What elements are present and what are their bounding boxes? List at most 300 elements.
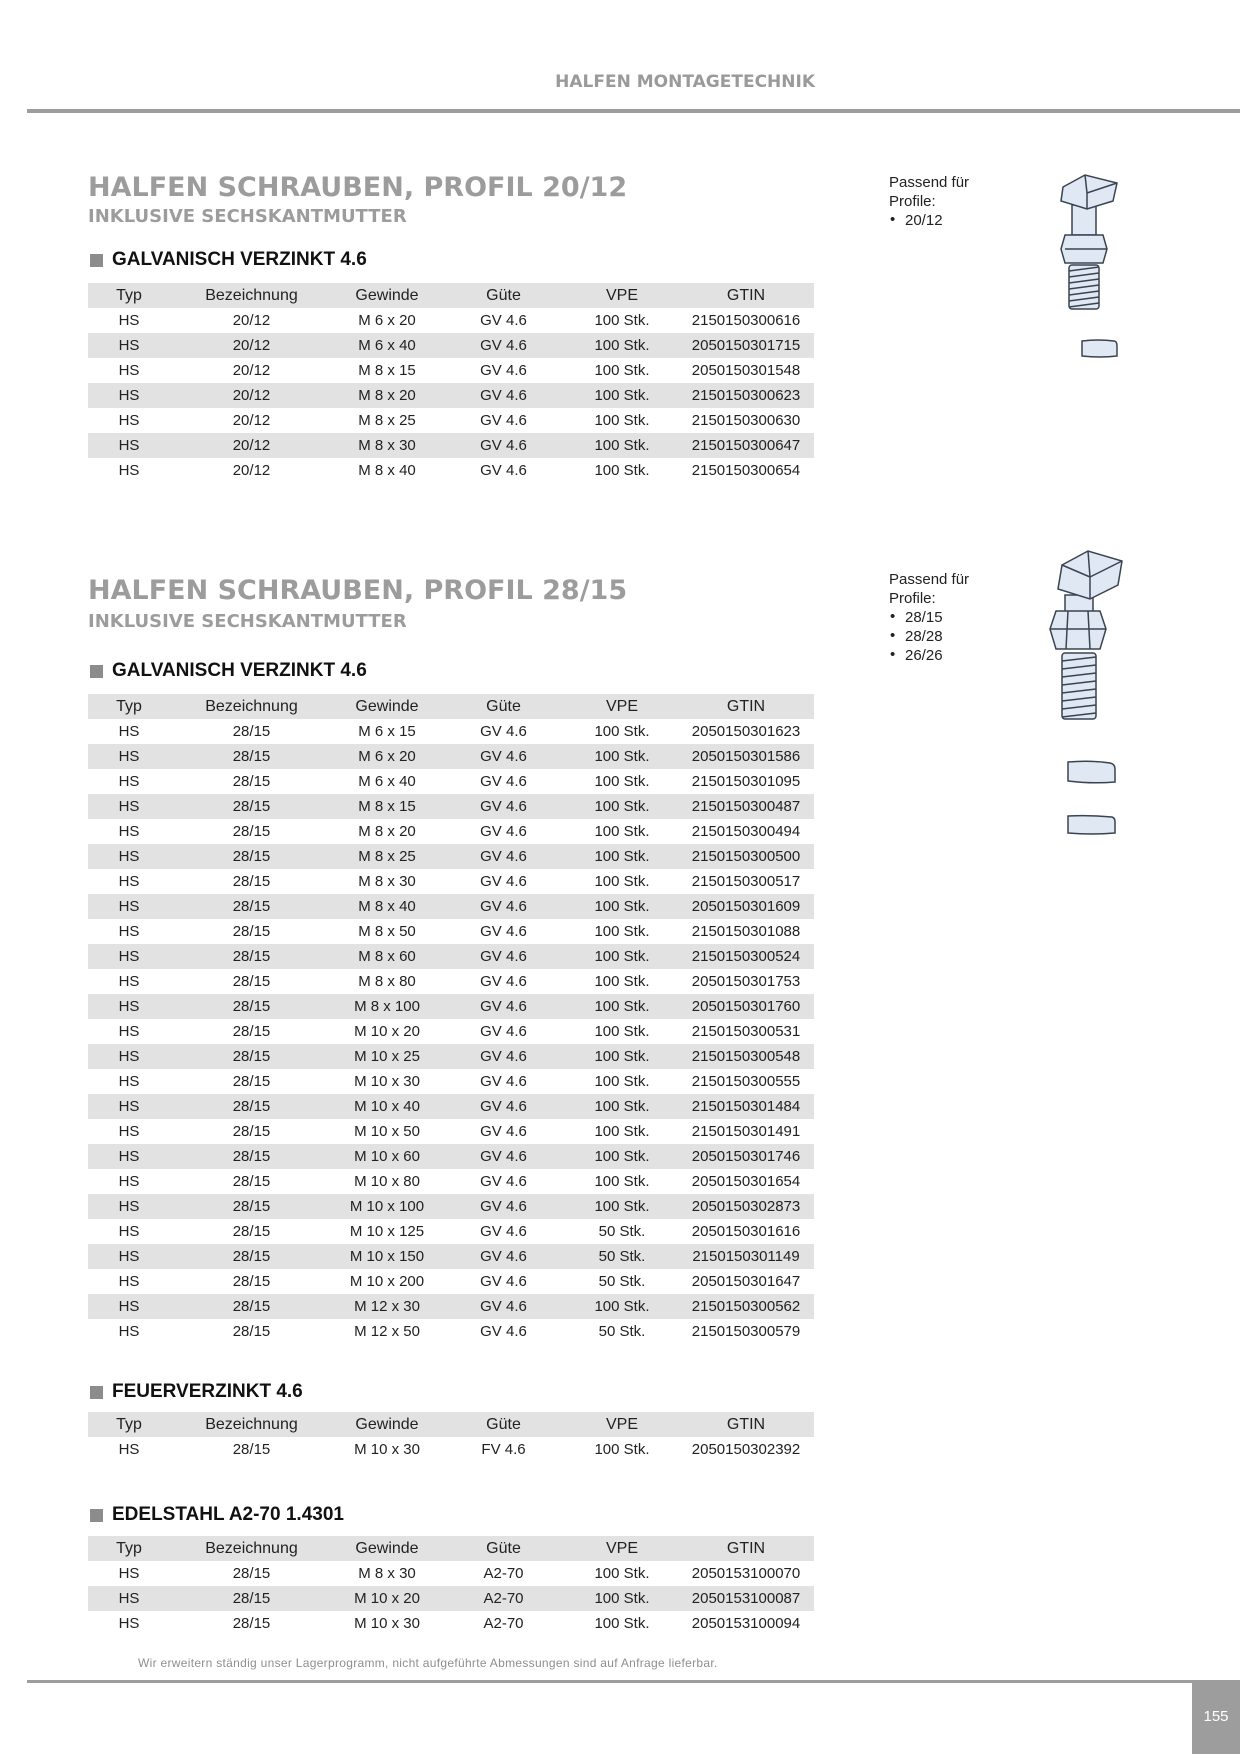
table-row — [88, 408, 814, 433]
table-cell: 2050150302873 — [678, 1194, 814, 1219]
section2-galv-heading-text: GALVANISCH VERZINKT 4.6 — [112, 660, 367, 681]
section2-feuer-heading-text: FEUERVERZINKT 4.6 — [112, 1381, 303, 1402]
table-cell: 100 Stk. — [566, 844, 678, 869]
table-cell: HS — [118, 1565, 140, 1582]
table-cell: GV 4.6 — [441, 383, 566, 408]
table-cell: 20/12 — [232, 462, 271, 479]
table-row — [88, 1319, 814, 1344]
table-cell: 2150150301491 — [691, 1123, 801, 1140]
column-header: Güte — [441, 1412, 566, 1437]
table-row — [88, 1144, 814, 1169]
table-cell: 28/15 — [232, 1565, 271, 1582]
table-cell: HS — [118, 873, 140, 890]
square-bullet-icon — [90, 1509, 103, 1522]
table-cell: 2150150300524 — [678, 944, 814, 969]
column-header: Typ — [88, 1412, 170, 1437]
table-cell: M 12 x 30 — [333, 1294, 441, 1319]
table-cell: 28/15 — [232, 1173, 271, 1190]
table-cell: 28/15 — [232, 873, 271, 890]
table-cell: 20/12 — [232, 362, 271, 379]
table-cell: GV 4.6 — [480, 773, 527, 790]
table-cell: HS — [88, 1094, 170, 1119]
table-cell: M 6 x 40 — [333, 333, 441, 358]
table-cell: 2150150301088 — [691, 923, 801, 940]
section2-fits-list — [889, 608, 989, 665]
table-cell: 2150150300647 — [678, 433, 814, 458]
square-bullet-icon — [90, 665, 103, 678]
table-row — [88, 1611, 814, 1636]
table-cell: M 8 x 30 — [333, 433, 441, 458]
channel-20-12-icon — [1080, 338, 1120, 360]
table-cell: GV 4.6 — [480, 1023, 527, 1040]
table-cell: 2050150302392 — [691, 1441, 801, 1458]
table-row — [88, 794, 814, 819]
table-cell: 2050150301760 — [678, 994, 814, 1019]
table-cell: 2150150300487 — [678, 794, 814, 819]
footer-rule — [27, 1680, 1192, 1683]
table-cell: 28/15 — [170, 794, 333, 819]
table-cell: 20/12 — [170, 433, 333, 458]
table-cell: M 12 x 50 — [354, 1323, 420, 1340]
table-header-row — [88, 694, 814, 719]
table-cell: HS — [118, 462, 140, 479]
table-cell: 2050150301586 — [678, 744, 814, 769]
table-cell: M 10 x 30 — [354, 1441, 420, 1458]
table-cell: 2050150301548 — [691, 362, 801, 379]
table-cell: GV 4.6 — [480, 1323, 527, 1340]
table-cell: HS — [118, 1323, 140, 1340]
column-header: Gewinde — [333, 1536, 441, 1561]
column-header: VPE — [566, 1412, 678, 1437]
table-row — [88, 994, 814, 1019]
table-cell: GV 4.6 — [441, 1094, 566, 1119]
table-cell: 2150150301095 — [691, 773, 801, 790]
page-header-title: HALFEN MONTAGETECHNIK — [555, 72, 815, 92]
table-cell: 28/15 — [170, 994, 333, 1019]
table-cell: 100 Stk. — [566, 1144, 678, 1169]
table-cell: 2050150301654 — [691, 1173, 801, 1190]
table-cell: HS — [118, 1273, 140, 1290]
table-cell: 2050153100070 — [691, 1565, 801, 1582]
table-cell: M 10 x 25 — [333, 1044, 441, 1069]
table-cell: 100 Stk. — [594, 1073, 650, 1090]
column-header: Bezeichnung — [170, 694, 333, 719]
table-cell: 2050150301623 — [691, 723, 801, 740]
table-cell: 28/15 — [232, 823, 271, 840]
table-cell: 20/12 — [232, 412, 271, 429]
fits-profile-item: • 26/26 — [889, 646, 989, 665]
column-header: Typ — [88, 1536, 170, 1561]
table-cell: 28/15 — [232, 1615, 271, 1632]
table-cell: 100 Stk. — [566, 333, 678, 358]
table-cell: M 6 x 20 — [358, 312, 416, 329]
column-header: Bezeichnung — [170, 1536, 333, 1561]
bolt-20-12-image — [1025, 165, 1135, 315]
table-cell: M 8 x 30 — [358, 1565, 416, 1582]
table-cell: HS — [88, 1294, 170, 1319]
section1-galv-table — [88, 283, 814, 483]
table-cell: M 10 x 200 — [349, 1273, 425, 1290]
table-cell: HS — [118, 973, 140, 990]
column-header: Güte — [441, 283, 566, 308]
column-header: Typ — [88, 283, 170, 308]
table-cell: 2050153100094 — [691, 1615, 801, 1632]
table-cell: M 10 x 150 — [333, 1244, 441, 1269]
table-row — [88, 1561, 814, 1586]
table-cell: 100 Stk. — [594, 823, 650, 840]
table-cell: 2150150300494 — [691, 823, 801, 840]
column-header: VPE — [566, 1536, 678, 1561]
table-cell: HS — [118, 923, 140, 940]
table-row — [88, 1094, 814, 1119]
table-cell: GV 4.6 — [480, 973, 527, 990]
table-cell: GV 4.6 — [441, 894, 566, 919]
table-cell: 100 Stk. — [566, 1094, 678, 1119]
table-row — [88, 358, 814, 383]
table-cell: M 8 x 40 — [358, 462, 416, 479]
section1-fits-list — [889, 211, 989, 230]
table-row — [88, 869, 814, 894]
table-cell: 28/15 — [232, 1323, 271, 1340]
table-cell: M 10 x 30 — [354, 1073, 420, 1090]
section2-subtitle: INKLUSIVE SECHSKANTMUTTER — [88, 611, 407, 632]
footnote: Wir erweitern ständig unser Lagerprogramm, nicht aufgeführte Abmessungen sind auf Anfrage lieferbar. — [138, 1656, 718, 1670]
table-cell: 2150150300630 — [691, 412, 801, 429]
table-row — [88, 769, 814, 794]
table-cell: GV 4.6 — [480, 1073, 527, 1090]
table-row — [88, 1169, 814, 1194]
table-row — [88, 1244, 814, 1269]
table-header-row — [88, 1536, 814, 1561]
section2-feuer-heading — [90, 1381, 303, 1403]
table-cell: 28/15 — [170, 944, 333, 969]
table-cell: 100 Stk. — [566, 894, 678, 919]
section2-title: HALFEN SCHRAUBEN, PROFIL 28/15 — [88, 575, 628, 606]
square-bullet-icon — [90, 1386, 103, 1399]
table-cell: HS — [88, 1194, 170, 1219]
table-cell: 2150150300517 — [691, 873, 801, 890]
table-cell: M 10 x 30 — [354, 1615, 420, 1632]
column-header: GTIN — [678, 694, 814, 719]
table-row — [88, 383, 814, 408]
page-number: 155 — [1192, 1680, 1240, 1754]
table-row — [88, 844, 814, 869]
column-header: GTIN — [678, 1536, 814, 1561]
table-cell: GV 4.6 — [480, 1273, 527, 1290]
table-cell: 50 Stk. — [598, 1223, 646, 1240]
table-cell: HS — [88, 383, 170, 408]
table-cell: 2150150301484 — [678, 1094, 814, 1119]
table-cell: 2050150301609 — [678, 894, 814, 919]
table-cell: M 6 x 20 — [333, 744, 441, 769]
column-header: VPE — [566, 283, 678, 308]
table-cell: HS — [118, 1223, 140, 1240]
table-cell: 100 Stk. — [594, 1565, 650, 1582]
table-cell: GV 4.6 — [441, 794, 566, 819]
column-header: Bezeichnung — [170, 283, 333, 308]
table-cell: HS — [118, 1073, 140, 1090]
table-cell: 2050150301753 — [691, 973, 801, 990]
table-row — [88, 1044, 814, 1069]
table-cell: 28/15 — [232, 723, 271, 740]
table-cell: 100 Stk. — [566, 1586, 678, 1611]
section2-edel-heading — [90, 1504, 344, 1526]
table-cell: A2-70 — [441, 1586, 566, 1611]
section1-galv-heading — [90, 249, 367, 271]
table-cell: 100 Stk. — [566, 1044, 678, 1069]
table-cell: GV 4.6 — [480, 873, 527, 890]
table-cell: 100 Stk. — [594, 412, 650, 429]
table-cell: 100 Stk. — [566, 744, 678, 769]
table-cell: HS — [118, 1615, 140, 1632]
table-cell: GV 4.6 — [480, 1123, 527, 1140]
table-cell: GV 4.6 — [441, 1244, 566, 1269]
table-row — [88, 333, 814, 358]
table-cell: M 8 x 60 — [333, 944, 441, 969]
table-cell: M 10 x 60 — [333, 1144, 441, 1169]
table-cell: HS — [88, 944, 170, 969]
table-cell: HS — [88, 744, 170, 769]
table-cell: 28/15 — [170, 1294, 333, 1319]
column-header: GTIN — [678, 1412, 814, 1437]
table-cell: 100 Stk. — [594, 1123, 650, 1140]
table-cell: 100 Stk. — [594, 773, 650, 790]
table-cell: GV 4.6 — [441, 744, 566, 769]
table-cell: HS — [88, 994, 170, 1019]
table-cell: 100 Stk. — [594, 362, 650, 379]
section1-fits — [889, 173, 989, 230]
table-cell: M 8 x 25 — [333, 844, 441, 869]
table-row — [88, 458, 814, 483]
table-cell: 28/15 — [232, 1123, 271, 1140]
table-cell: 100 Stk. — [594, 1615, 650, 1632]
table-cell: FV 4.6 — [481, 1441, 526, 1458]
table-cell: GV 4.6 — [480, 823, 527, 840]
table-cell: 2150150300579 — [691, 1323, 801, 1340]
table-cell: 100 Stk. — [594, 723, 650, 740]
table-cell: M 10 x 20 — [333, 1586, 441, 1611]
table-cell: HS — [88, 794, 170, 819]
table-cell: 2150150300616 — [691, 312, 801, 329]
table-row — [88, 1437, 814, 1462]
table-cell: GV 4.6 — [480, 723, 527, 740]
table-row — [88, 1586, 814, 1611]
table-row — [88, 819, 814, 844]
table-cell: 100 Stk. — [594, 462, 650, 479]
table-cell: 28/15 — [232, 1073, 271, 1090]
table-cell: 100 Stk. — [594, 1023, 650, 1040]
table-header-row — [88, 283, 814, 308]
table-cell: HS — [118, 412, 140, 429]
table-cell: A2-70 — [483, 1615, 524, 1632]
table-row — [88, 1294, 814, 1319]
table-cell: HS — [88, 844, 170, 869]
table-cell: M 8 x 25 — [358, 412, 416, 429]
table-cell: 2050150301715 — [678, 333, 814, 358]
table-row — [88, 944, 814, 969]
table-cell: 28/15 — [170, 744, 333, 769]
table-row — [88, 308, 814, 333]
table-row — [88, 1119, 814, 1144]
table-cell: 100 Stk. — [594, 923, 650, 940]
section2-galv-table — [88, 694, 814, 1344]
table-cell: GV 4.6 — [480, 1173, 527, 1190]
table-row — [88, 919, 814, 944]
table-cell: 2150150300562 — [678, 1294, 814, 1319]
table-cell: 2050150301616 — [691, 1223, 801, 1240]
table-cell: M 10 x 125 — [349, 1223, 425, 1240]
table-cell: M 8 x 50 — [358, 923, 416, 940]
fits-profile-item: • 20/12 — [889, 211, 989, 230]
table-cell: HS — [88, 1244, 170, 1269]
table-cell: 28/15 — [232, 973, 271, 990]
table-cell: 28/15 — [170, 844, 333, 869]
table-cell: 28/15 — [232, 1023, 271, 1040]
table-cell: 2050153100087 — [678, 1586, 814, 1611]
table-cell: 2150150300548 — [678, 1044, 814, 1069]
table-cell: 28/15 — [232, 773, 271, 790]
column-header: Gewinde — [333, 283, 441, 308]
table-cell: 28/15 — [232, 923, 271, 940]
table-cell: 2150150300555 — [691, 1073, 801, 1090]
table-cell: HS — [118, 1173, 140, 1190]
table-cell: 100 Stk. — [566, 794, 678, 819]
table-cell: M 10 x 40 — [333, 1094, 441, 1119]
section2-edel-heading-text: EDELSTAHL A2-70 1.4301 — [112, 1504, 344, 1525]
table-cell: GV 4.6 — [480, 362, 527, 379]
table-cell: HS — [88, 1044, 170, 1069]
table-cell: 28/15 — [170, 1244, 333, 1269]
table-row — [88, 1194, 814, 1219]
table-cell: HS — [118, 773, 140, 790]
table-cell: HS — [118, 362, 140, 379]
table-cell: 100 Stk. — [594, 312, 650, 329]
table-cell: A2-70 — [483, 1565, 524, 1582]
table-cell: 2150150300623 — [678, 383, 814, 408]
table-cell: 2150150301149 — [678, 1244, 814, 1269]
table-cell: 28/15 — [232, 1441, 271, 1458]
fits-profile-item: • 28/28 — [889, 627, 989, 646]
fits-profile-item: • 28/15 — [889, 608, 989, 627]
table-cell: 100 Stk. — [566, 994, 678, 1019]
table-cell: GV 4.6 — [441, 994, 566, 1019]
table-cell: HS — [118, 723, 140, 740]
table-cell: HS — [118, 312, 140, 329]
table-cell: 2150150300531 — [691, 1023, 801, 1040]
table-cell: GV 4.6 — [441, 1044, 566, 1069]
table-cell: 28/15 — [170, 1194, 333, 1219]
table-cell: GV 4.6 — [480, 462, 527, 479]
column-header: GTIN — [678, 283, 814, 308]
table-cell: 50 Stk. — [566, 1244, 678, 1269]
column-header: Güte — [441, 1536, 566, 1561]
table-row — [88, 894, 814, 919]
table-cell: 100 Stk. — [566, 944, 678, 969]
column-header: Bezeichnung — [170, 1412, 333, 1437]
table-cell: HS — [88, 1144, 170, 1169]
table-cell: GV 4.6 — [441, 1194, 566, 1219]
table-cell: 100 Stk. — [566, 1194, 678, 1219]
table-cell: HS — [118, 1123, 140, 1140]
section1-subtitle: INKLUSIVE SECHSKANTMUTTER — [88, 206, 407, 227]
table-cell: 50 Stk. — [598, 1273, 646, 1290]
section2-fits — [889, 570, 989, 665]
column-header: Gewinde — [333, 1412, 441, 1437]
table-cell: 2150150300654 — [691, 462, 801, 479]
table-row — [88, 969, 814, 994]
table-row — [88, 1019, 814, 1044]
table-cell: 100 Stk. — [594, 873, 650, 890]
table-cell: 2050150301647 — [691, 1273, 801, 1290]
table-cell: M 10 x 100 — [333, 1194, 441, 1219]
table-cell: M 8 x 40 — [333, 894, 441, 919]
section2-galv-heading — [90, 660, 367, 682]
table-cell: M 8 x 30 — [358, 873, 416, 890]
table-cell: M 8 x 100 — [333, 994, 441, 1019]
table-cell: GV 4.6 — [480, 412, 527, 429]
table-cell: M 8 x 15 — [333, 794, 441, 819]
table-cell: M 10 x 50 — [354, 1123, 420, 1140]
table-header-row — [88, 1412, 814, 1437]
table-cell: GV 4.6 — [441, 1144, 566, 1169]
header-rule — [27, 109, 1240, 113]
channel-28-15-icon — [1066, 758, 1118, 786]
table-cell: 28/15 — [232, 1273, 271, 1290]
table-row — [88, 744, 814, 769]
square-bullet-icon — [90, 254, 103, 267]
table-cell: M 8 x 15 — [358, 362, 416, 379]
table-cell: 50 Stk. — [598, 1323, 646, 1340]
fits-label: Passend für Profile: — [889, 571, 970, 607]
fits-label: Passend für Profile: — [889, 174, 970, 210]
table-cell: 28/15 — [170, 1044, 333, 1069]
column-header: Typ — [88, 694, 170, 719]
table-cell: GV 4.6 — [441, 944, 566, 969]
section2-feuer-table — [88, 1412, 814, 1462]
section2-edel-table — [88, 1536, 814, 1636]
table-cell: HS — [118, 1023, 140, 1040]
table-cell: HS — [88, 333, 170, 358]
table-cell: M 8 x 20 — [333, 383, 441, 408]
table-row — [88, 719, 814, 744]
table-cell: HS — [88, 1586, 170, 1611]
table-cell: 2050150301746 — [678, 1144, 814, 1169]
table-cell: 28/15 — [170, 894, 333, 919]
table-cell: 20/12 — [232, 312, 271, 329]
table-cell: 28/15 — [232, 1223, 271, 1240]
table-cell: M 6 x 40 — [358, 773, 416, 790]
table-cell: 28/15 — [170, 1144, 333, 1169]
table-cell: M 10 x 80 — [354, 1173, 420, 1190]
column-header: Güte — [441, 694, 566, 719]
table-cell: 100 Stk. — [566, 1294, 678, 1319]
section1-galv-heading-text: GALVANISCH VERZINKT 4.6 — [112, 249, 367, 270]
table-row — [88, 433, 814, 458]
table-cell: M 6 x 15 — [358, 723, 416, 740]
table-row — [88, 1219, 814, 1244]
table-cell: HS — [118, 1441, 140, 1458]
section1-title: HALFEN SCHRAUBEN, PROFIL 20/12 — [88, 172, 628, 203]
table-cell: 20/12 — [170, 383, 333, 408]
table-row — [88, 1269, 814, 1294]
column-header: VPE — [566, 694, 678, 719]
table-cell: HS — [118, 823, 140, 840]
table-cell: GV 4.6 — [480, 923, 527, 940]
table-cell: 28/15 — [170, 1094, 333, 1119]
table-cell: HS — [88, 894, 170, 919]
table-cell: 100 Stk. — [594, 1173, 650, 1190]
table-cell: GV 4.6 — [441, 1294, 566, 1319]
